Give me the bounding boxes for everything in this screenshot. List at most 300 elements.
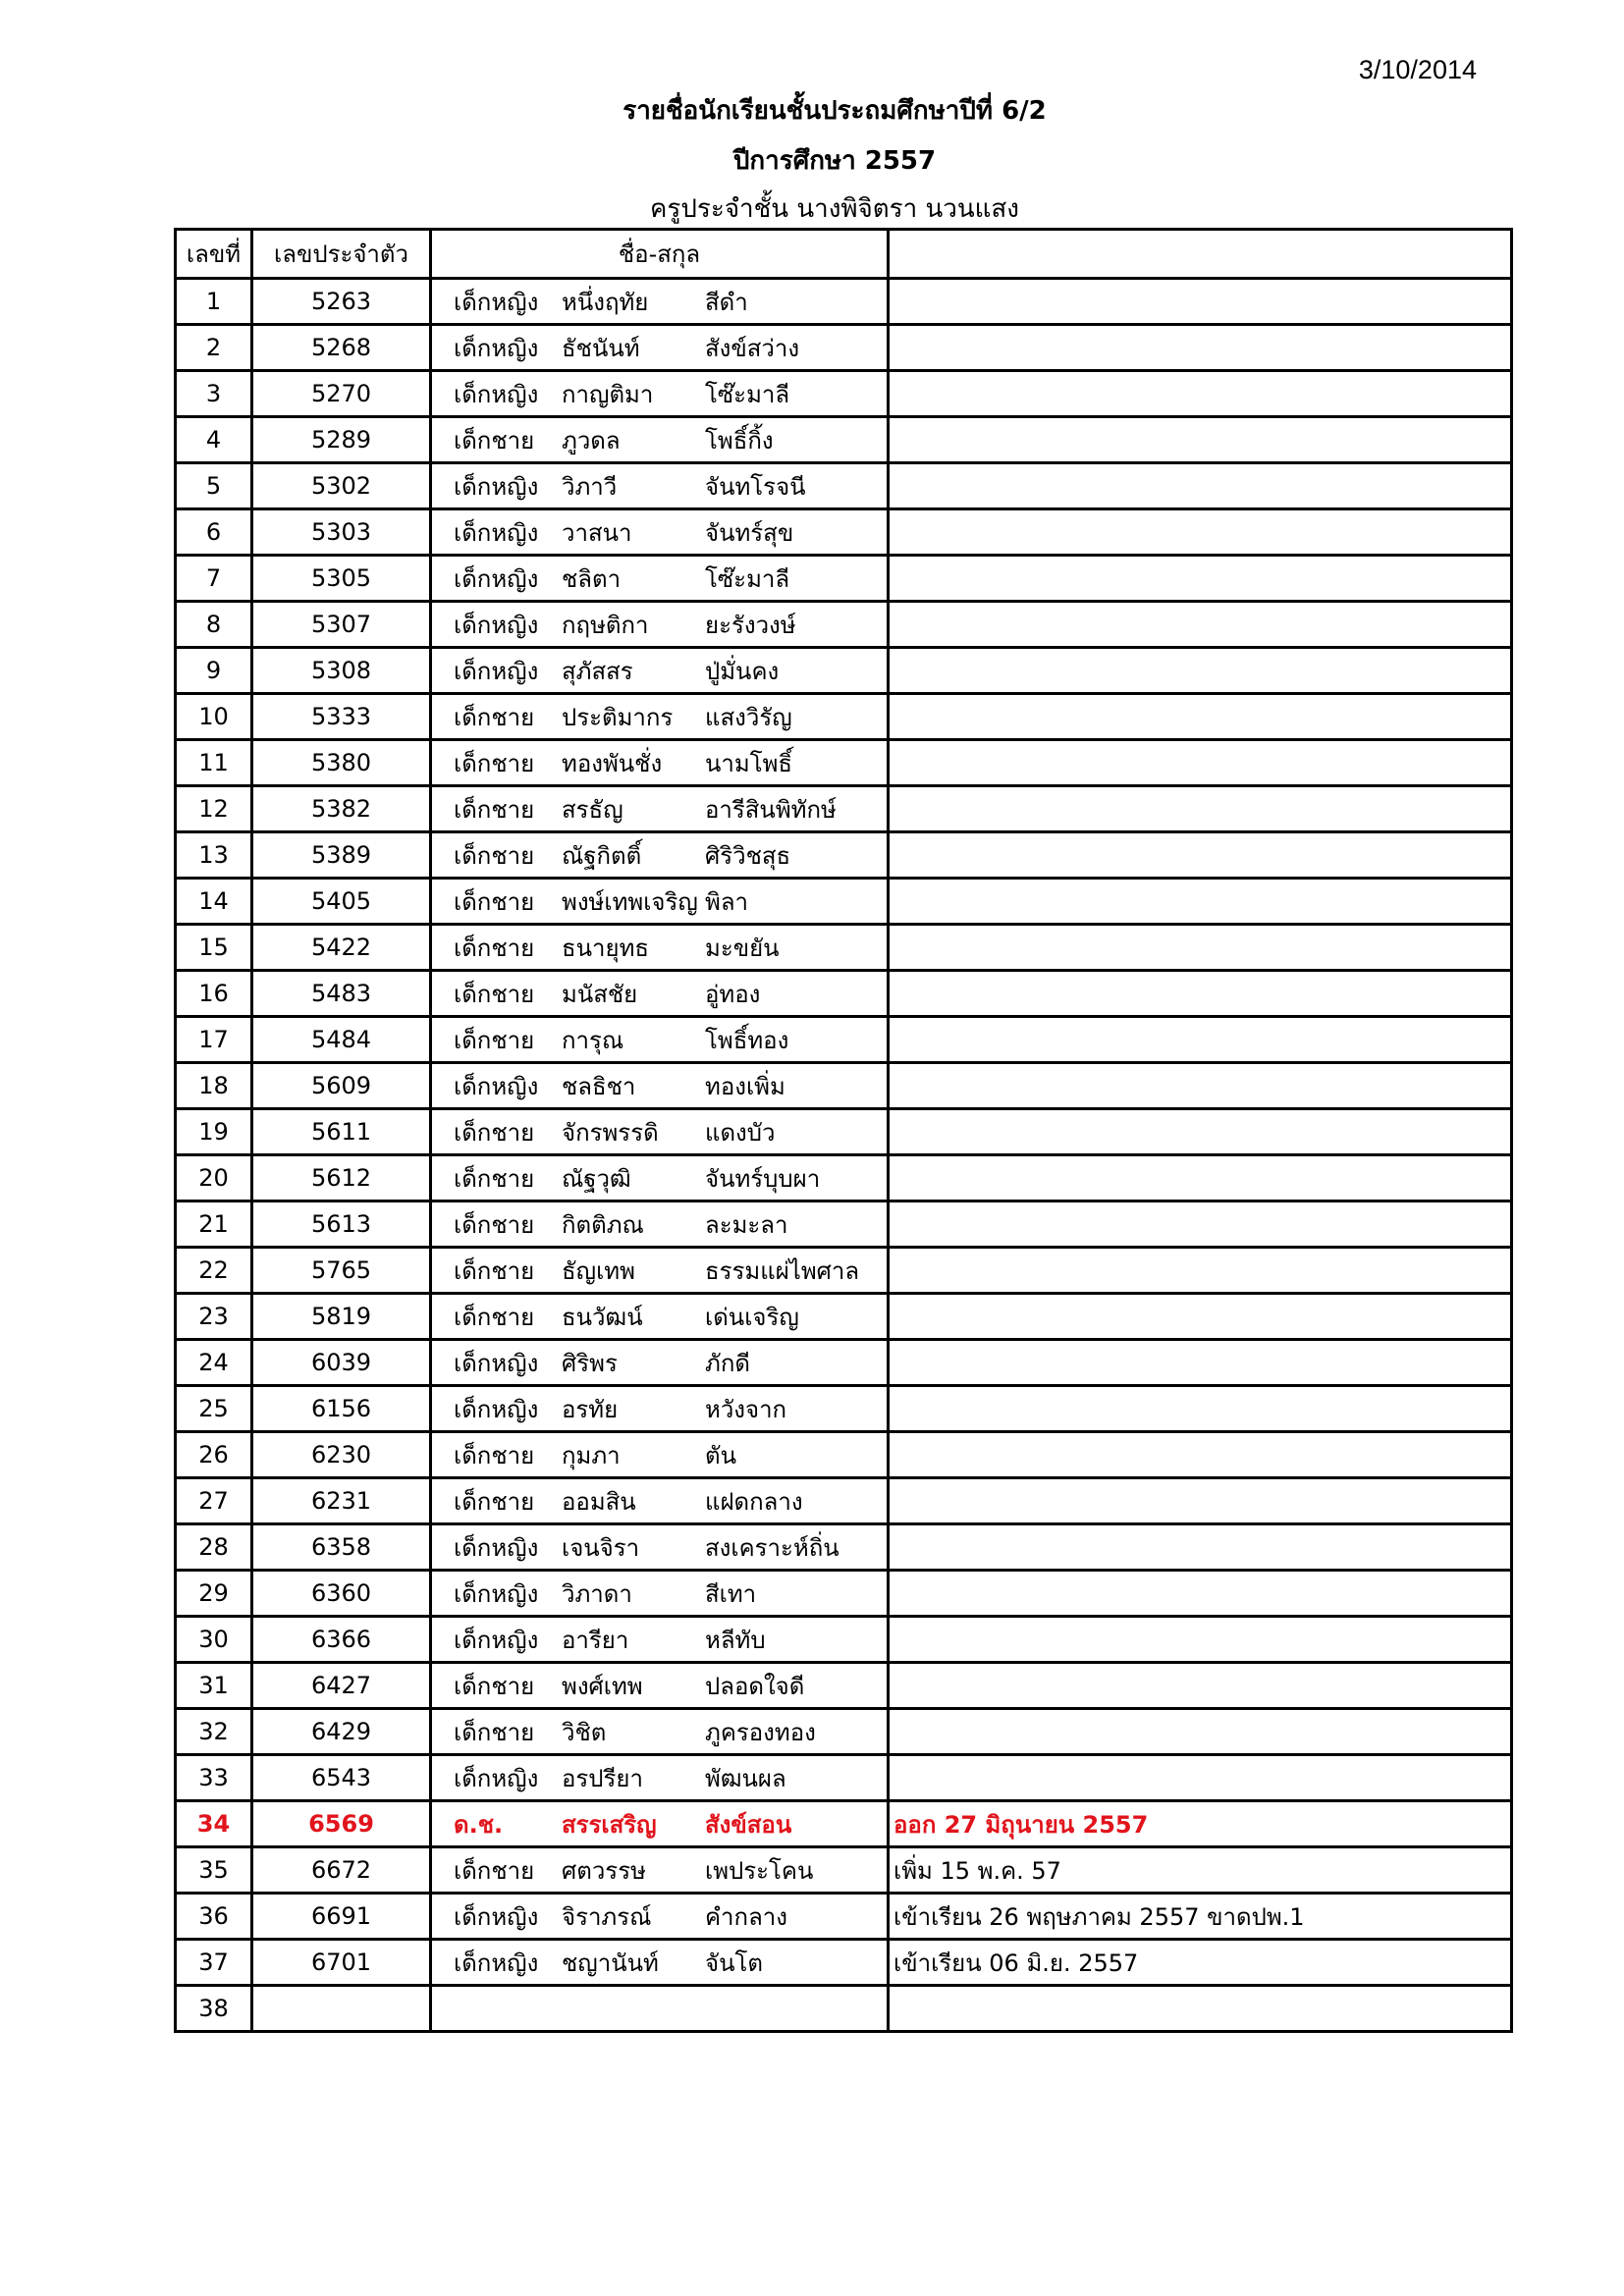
student-name bbox=[431, 1709, 889, 1755]
table-row bbox=[176, 279, 1512, 325]
last-name: ตัน bbox=[705, 1441, 736, 1469]
student-name bbox=[431, 1478, 889, 1524]
table-row bbox=[176, 1524, 1512, 1571]
student-id: 6672 bbox=[252, 1847, 431, 1894]
last-name: จันทโรจนี bbox=[705, 472, 806, 501]
student-name bbox=[431, 925, 889, 971]
student-id: 5382 bbox=[252, 786, 431, 832]
name-prefix: เด็กชาย bbox=[454, 749, 535, 777]
name-prefix: เด็กหญิง bbox=[454, 1349, 539, 1377]
first-name: ภูวดล bbox=[562, 426, 621, 454]
student-id: 5289 bbox=[252, 417, 431, 463]
row-number: 24 bbox=[176, 1340, 252, 1386]
table-row bbox=[176, 1478, 1512, 1524]
student-id: 5819 bbox=[252, 1294, 431, 1340]
student-name bbox=[431, 279, 889, 325]
remark bbox=[889, 279, 1512, 325]
remark bbox=[889, 325, 1512, 371]
student-id: 6156 bbox=[252, 1386, 431, 1432]
table-row bbox=[176, 1109, 1512, 1155]
row-number: 28 bbox=[176, 1524, 252, 1571]
last-name: สังข์สอน bbox=[705, 1810, 792, 1839]
student-name bbox=[431, 786, 889, 832]
table-row bbox=[176, 556, 1512, 602]
table-row bbox=[176, 417, 1512, 463]
print-date: 3/10/2014 bbox=[1358, 55, 1477, 84]
student-name bbox=[431, 740, 889, 786]
remark bbox=[889, 463, 1512, 509]
remark bbox=[889, 1109, 1512, 1155]
remark bbox=[889, 602, 1512, 648]
first-name: ธนายุทธ bbox=[562, 934, 650, 962]
remark bbox=[889, 1663, 1512, 1709]
table-row bbox=[176, 786, 1512, 832]
name-prefix: เด็กหญิง bbox=[454, 334, 539, 362]
table-row bbox=[176, 832, 1512, 879]
remark: เพิ่ม 15 พ.ค. 57 bbox=[889, 1847, 1512, 1894]
student-name bbox=[431, 1801, 889, 1847]
name-prefix: เด็กชาย bbox=[454, 1303, 535, 1331]
name-prefix: เด็กชาย bbox=[454, 426, 535, 454]
student-id: 6358 bbox=[252, 1524, 431, 1571]
name-prefix: เด็กชาย bbox=[454, 887, 535, 916]
academic-year: ปีการศึกษา 2557 bbox=[732, 146, 937, 176]
row-number: 26 bbox=[176, 1432, 252, 1478]
name-prefix: เด็กชาย bbox=[454, 980, 535, 1008]
remark bbox=[889, 1294, 1512, 1340]
first-name: กุมภา bbox=[562, 1441, 621, 1469]
student-name bbox=[431, 509, 889, 556]
table-row bbox=[176, 1847, 1512, 1894]
name-prefix: เด็กหญิง bbox=[454, 288, 539, 316]
student-id: 6543 bbox=[252, 1755, 431, 1801]
first-name: สรธัญ bbox=[562, 795, 623, 824]
student-id: 5270 bbox=[252, 371, 431, 417]
last-name: สังข์สว่าง bbox=[705, 334, 800, 362]
last-name: อารีสินพิทักษ์ bbox=[705, 795, 837, 824]
student-id: 5422 bbox=[252, 925, 431, 971]
header-number: เลขที่ bbox=[176, 230, 252, 279]
name-prefix: เด็กหญิง bbox=[454, 1395, 539, 1423]
row-number: 16 bbox=[176, 971, 252, 1017]
student-name bbox=[431, 1432, 889, 1478]
table-row bbox=[176, 1894, 1512, 1940]
remark bbox=[889, 371, 1512, 417]
name-prefix: เด็กชาย bbox=[454, 1441, 535, 1469]
student-id: 6230 bbox=[252, 1432, 431, 1478]
student-id: 5307 bbox=[252, 602, 431, 648]
last-name: มะขยัน bbox=[705, 934, 780, 962]
name-prefix: เด็กหญิง bbox=[454, 472, 539, 501]
student-id: 6360 bbox=[252, 1571, 431, 1617]
student-roster-table bbox=[174, 228, 1513, 2033]
name-prefix: เด็กหญิง bbox=[454, 1626, 539, 1654]
document-title: รายชื่อนักเรียนชั้นประถมศึกษาปีที่ 6/2 bbox=[623, 96, 1047, 126]
first-name: จักรพรรดิ bbox=[562, 1118, 659, 1147]
name-prefix: เด็กหญิง bbox=[454, 518, 539, 547]
first-name: ชญานันท์ bbox=[562, 1949, 659, 1977]
row-number: 34 bbox=[176, 1801, 252, 1847]
remark bbox=[889, 1709, 1512, 1755]
last-name: แสงวิรัญ bbox=[705, 703, 792, 731]
name-prefix: เด็กหญิง bbox=[454, 1533, 539, 1562]
table-row bbox=[176, 509, 1512, 556]
student-name bbox=[431, 417, 889, 463]
last-name: เพประโคน bbox=[705, 1856, 814, 1885]
last-name: ศิริวิชสุธ bbox=[705, 841, 791, 870]
row-number: 36 bbox=[176, 1894, 252, 1940]
student-id bbox=[252, 1986, 431, 2032]
row-number: 8 bbox=[176, 602, 252, 648]
remark bbox=[889, 1524, 1512, 1571]
student-name bbox=[431, 1986, 889, 2032]
row-number: 21 bbox=[176, 1201, 252, 1248]
table-row bbox=[176, 879, 1512, 925]
student-id: 5380 bbox=[252, 740, 431, 786]
name-prefix: เด็กชาย bbox=[454, 703, 535, 731]
row-number: 4 bbox=[176, 417, 252, 463]
last-name: สงเคราะห์ถิ่น bbox=[705, 1533, 839, 1562]
remark bbox=[889, 1571, 1512, 1617]
name-prefix: เด็กชาย bbox=[454, 1256, 535, 1285]
student-name bbox=[431, 1109, 889, 1155]
student-name bbox=[431, 1201, 889, 1248]
student-id: 6429 bbox=[252, 1709, 431, 1755]
row-number: 35 bbox=[176, 1847, 252, 1894]
name-prefix: เด็กหญิง bbox=[454, 1902, 539, 1931]
table-row bbox=[176, 1801, 1512, 1847]
last-name: แดงบัว bbox=[705, 1118, 776, 1147]
first-name: ออมสิน bbox=[562, 1487, 636, 1516]
name-prefix: เด็กหญิง bbox=[454, 1949, 539, 1977]
last-name: โพธิ์กิ้ง bbox=[705, 426, 774, 454]
table-row bbox=[176, 325, 1512, 371]
student-name bbox=[431, 1847, 889, 1894]
student-id: 5302 bbox=[252, 463, 431, 509]
table-row bbox=[176, 602, 1512, 648]
row-number: 19 bbox=[176, 1109, 252, 1155]
student-name bbox=[431, 1663, 889, 1709]
remark bbox=[889, 1063, 1512, 1109]
table-row bbox=[176, 971, 1512, 1017]
first-name: วิภาดา bbox=[562, 1579, 632, 1608]
remark bbox=[889, 971, 1512, 1017]
row-number: 15 bbox=[176, 925, 252, 971]
first-name: พงศ์เทพ bbox=[562, 1672, 643, 1700]
row-number: 27 bbox=[176, 1478, 252, 1524]
table-row bbox=[176, 1432, 1512, 1478]
name-prefix: เด็กชาย bbox=[454, 1026, 535, 1054]
student-id: 6366 bbox=[252, 1617, 431, 1663]
header-name: ชื่อ-สกุล bbox=[431, 230, 889, 279]
last-name: หลีทับ bbox=[705, 1626, 766, 1654]
remark bbox=[889, 509, 1512, 556]
first-name: ธัชนันท์ bbox=[562, 334, 640, 362]
student-id: 5609 bbox=[252, 1063, 431, 1109]
student-name bbox=[431, 648, 889, 694]
name-prefix: ด.ช. bbox=[454, 1810, 504, 1839]
last-name: ภักดี bbox=[705, 1349, 750, 1377]
student-id: 5484 bbox=[252, 1017, 431, 1063]
row-number: 25 bbox=[176, 1386, 252, 1432]
name-prefix: เด็กหญิง bbox=[454, 1579, 539, 1608]
first-name: ศตวรรษ bbox=[562, 1856, 646, 1885]
student-name bbox=[431, 1524, 889, 1571]
student-id: 6231 bbox=[252, 1478, 431, 1524]
student-name bbox=[431, 832, 889, 879]
student-name bbox=[431, 1617, 889, 1663]
first-name: สรรเสริญ bbox=[562, 1810, 657, 1839]
student-id: 5305 bbox=[252, 556, 431, 602]
table-row bbox=[176, 1248, 1512, 1294]
last-name: ปลอดใจดี bbox=[705, 1672, 805, 1700]
last-name: สีเทา bbox=[705, 1579, 757, 1608]
name-prefix: เด็กหญิง bbox=[454, 1764, 539, 1792]
row-number: 37 bbox=[176, 1940, 252, 1986]
name-prefix: เด็กชาย bbox=[454, 795, 535, 824]
last-name: นามโพธิ์ bbox=[705, 749, 793, 777]
remark bbox=[889, 1155, 1512, 1201]
last-name: ยะรังวงษ์ bbox=[705, 611, 796, 639]
table-body bbox=[176, 279, 1512, 2032]
student-name bbox=[431, 1386, 889, 1432]
row-number: 22 bbox=[176, 1248, 252, 1294]
first-name: วิชิต bbox=[562, 1718, 607, 1746]
remark bbox=[889, 1617, 1512, 1663]
last-name: โพธิ์ทอง bbox=[705, 1026, 789, 1054]
student-id: 5333 bbox=[252, 694, 431, 740]
first-name: กิตติภณ bbox=[562, 1210, 644, 1239]
row-number: 30 bbox=[176, 1617, 252, 1663]
row-number: 31 bbox=[176, 1663, 252, 1709]
table-row bbox=[176, 1940, 1512, 1986]
first-name: จิราภรณ์ bbox=[562, 1902, 652, 1931]
student-id: 5308 bbox=[252, 648, 431, 694]
row-number: 7 bbox=[176, 556, 252, 602]
name-prefix: เด็กชาย bbox=[454, 934, 535, 962]
row-number: 6 bbox=[176, 509, 252, 556]
last-name: โซ๊ะมาลี bbox=[705, 564, 790, 593]
table-row bbox=[176, 925, 1512, 971]
student-name bbox=[431, 1894, 889, 1940]
remark bbox=[889, 925, 1512, 971]
remark bbox=[889, 1248, 1512, 1294]
first-name: กฤษติกา bbox=[562, 611, 649, 639]
table-row bbox=[176, 1063, 1512, 1109]
row-number: 1 bbox=[176, 279, 252, 325]
remark bbox=[889, 556, 1512, 602]
student-name bbox=[431, 1017, 889, 1063]
name-prefix: เด็กชาย bbox=[454, 1856, 535, 1885]
table-row bbox=[176, 1617, 1512, 1663]
student-id: 6427 bbox=[252, 1663, 431, 1709]
remark bbox=[889, 1432, 1512, 1478]
student-name bbox=[431, 694, 889, 740]
first-name: การุณ bbox=[562, 1026, 624, 1054]
last-name: พิลา bbox=[705, 887, 749, 916]
remark: เข้าเรียน 06 มิ.ย. 2557 bbox=[889, 1940, 1512, 1986]
name-prefix: เด็กชาย bbox=[454, 1672, 535, 1700]
student-name bbox=[431, 556, 889, 602]
student-id: 5613 bbox=[252, 1201, 431, 1248]
student-id: 6701 bbox=[252, 1940, 431, 1986]
first-name: สุภัสสร bbox=[562, 657, 633, 685]
name-prefix: เด็กชาย bbox=[454, 1718, 535, 1746]
name-prefix: เด็กหญิง bbox=[454, 564, 539, 593]
header-student-id: เลขประจำตัว bbox=[252, 230, 431, 279]
student-name bbox=[431, 1755, 889, 1801]
row-number: 29 bbox=[176, 1571, 252, 1617]
student-name bbox=[431, 1063, 889, 1109]
first-name: อารียา bbox=[562, 1626, 629, 1654]
remark bbox=[889, 648, 1512, 694]
table-row bbox=[176, 1155, 1512, 1201]
last-name: อู่ทอง bbox=[705, 980, 761, 1008]
student-id: 5765 bbox=[252, 1248, 431, 1294]
row-number: 20 bbox=[176, 1155, 252, 1201]
table-row bbox=[176, 1017, 1512, 1063]
first-name: วิภาวี bbox=[562, 472, 618, 501]
table-row bbox=[176, 1294, 1512, 1340]
name-prefix: เด็กชาย bbox=[454, 841, 535, 870]
remark: เข้าเรียน 26 พฤษภาคม 2557 ขาดปพ.1 bbox=[889, 1894, 1512, 1940]
name-prefix: เด็กชาย bbox=[454, 1164, 535, 1193]
first-name: ทองพันชั่ง bbox=[562, 749, 663, 777]
table-row bbox=[176, 1709, 1512, 1755]
student-id: 6569 bbox=[252, 1801, 431, 1847]
student-name bbox=[431, 1248, 889, 1294]
name-prefix: เด็กหญิง bbox=[454, 611, 539, 639]
row-number: 33 bbox=[176, 1755, 252, 1801]
last-name: พัฒนผล bbox=[705, 1764, 786, 1792]
last-name: แฝดกลาง bbox=[705, 1487, 803, 1516]
remark bbox=[889, 1201, 1512, 1248]
student-name bbox=[431, 879, 889, 925]
row-number: 14 bbox=[176, 879, 252, 925]
student-name bbox=[431, 1294, 889, 1340]
last-name: ทองเพิ่ม bbox=[705, 1072, 785, 1100]
remark bbox=[889, 1386, 1512, 1432]
row-number: 3 bbox=[176, 371, 252, 417]
first-name: กาญติมา bbox=[562, 380, 654, 408]
table-row bbox=[176, 694, 1512, 740]
first-name: หนึ่งฤทัย bbox=[562, 288, 649, 316]
remark bbox=[889, 1755, 1512, 1801]
student-name bbox=[431, 602, 889, 648]
remark bbox=[889, 786, 1512, 832]
first-name: ศิริพร bbox=[562, 1349, 618, 1377]
row-number: 5 bbox=[176, 463, 252, 509]
first-name: ชลธิชา bbox=[562, 1072, 636, 1100]
last-name: เด่นเจริญ bbox=[705, 1303, 799, 1331]
row-number: 38 bbox=[176, 1986, 252, 2032]
first-name: ณัฐวุฒิ bbox=[562, 1164, 631, 1193]
student-name bbox=[431, 463, 889, 509]
table-row bbox=[176, 463, 1512, 509]
student-name bbox=[431, 325, 889, 371]
last-name: ปู่มั่นคง bbox=[705, 657, 780, 685]
row-number: 9 bbox=[176, 648, 252, 694]
remark bbox=[889, 832, 1512, 879]
table-row bbox=[176, 740, 1512, 786]
table-row bbox=[176, 1663, 1512, 1709]
table-row bbox=[176, 371, 1512, 417]
last-name: โซ๊ะมาลี bbox=[705, 380, 790, 408]
last-name: ภูครองทอง bbox=[705, 1718, 816, 1746]
student-id: 5612 bbox=[252, 1155, 431, 1201]
first-name: อรปรียา bbox=[562, 1764, 643, 1792]
student-name bbox=[431, 971, 889, 1017]
student-id: 5611 bbox=[252, 1109, 431, 1155]
last-name: คำกลาง bbox=[705, 1902, 787, 1931]
homeroom-teacher: ครูประจำชั้น นางพิจิตรา นวนแสง bbox=[650, 194, 1019, 224]
student-id: 5268 bbox=[252, 325, 431, 371]
first-name: พงษ์เทพเจริญ bbox=[562, 887, 698, 916]
row-number: 11 bbox=[176, 740, 252, 786]
row-number: 23 bbox=[176, 1294, 252, 1340]
student-id: 5483 bbox=[252, 971, 431, 1017]
name-prefix: เด็กหญิง bbox=[454, 657, 539, 685]
student-name bbox=[431, 1155, 889, 1201]
table-row bbox=[176, 1986, 1512, 2032]
row-number: 2 bbox=[176, 325, 252, 371]
student-name bbox=[431, 1940, 889, 1986]
first-name: วาสนา bbox=[562, 518, 632, 547]
first-name: ธนวัฒน์ bbox=[562, 1303, 643, 1331]
row-number: 32 bbox=[176, 1709, 252, 1755]
table-row bbox=[176, 1386, 1512, 1432]
row-number: 17 bbox=[176, 1017, 252, 1063]
first-name: ธัญเทพ bbox=[562, 1256, 635, 1285]
name-prefix: เด็กหญิง bbox=[454, 380, 539, 408]
first-name: เจนจิรา bbox=[562, 1533, 640, 1562]
remark bbox=[889, 1017, 1512, 1063]
last-name: ละมะลา bbox=[705, 1210, 788, 1239]
student-id: 5405 bbox=[252, 879, 431, 925]
student-id: 6039 bbox=[252, 1340, 431, 1386]
row-number: 12 bbox=[176, 786, 252, 832]
student-name bbox=[431, 1571, 889, 1617]
remark bbox=[889, 879, 1512, 925]
first-name: อรทัย bbox=[562, 1395, 619, 1423]
row-number: 10 bbox=[176, 694, 252, 740]
student-id: 5263 bbox=[252, 279, 431, 325]
student-name bbox=[431, 1340, 889, 1386]
table-row bbox=[176, 648, 1512, 694]
remark bbox=[889, 694, 1512, 740]
table-header-row bbox=[176, 230, 1512, 279]
name-prefix: เด็กชาย bbox=[454, 1210, 535, 1239]
row-number: 13 bbox=[176, 832, 252, 879]
last-name: ธรรมแผ่ไพศาล bbox=[705, 1256, 860, 1285]
row-number: 18 bbox=[176, 1063, 252, 1109]
last-name: จันทร์บุบผา bbox=[705, 1164, 821, 1193]
last-name: หวังจาก bbox=[705, 1395, 787, 1423]
name-prefix: เด็กชาย bbox=[454, 1118, 535, 1147]
remark: ออก 27 มิถุนายน 2557 bbox=[889, 1801, 1512, 1847]
table-row bbox=[176, 1201, 1512, 1248]
remark bbox=[889, 417, 1512, 463]
student-id: 6691 bbox=[252, 1894, 431, 1940]
first-name: ชลิตา bbox=[562, 564, 622, 593]
student-id: 5389 bbox=[252, 832, 431, 879]
first-name: ณัฐกิตติ์ bbox=[562, 841, 642, 870]
header-note bbox=[889, 230, 1512, 279]
first-name: ประติมากร bbox=[562, 703, 674, 731]
remark bbox=[889, 1478, 1512, 1524]
first-name: มนัสชัย bbox=[562, 980, 638, 1008]
name-prefix: เด็กชาย bbox=[454, 1487, 535, 1516]
